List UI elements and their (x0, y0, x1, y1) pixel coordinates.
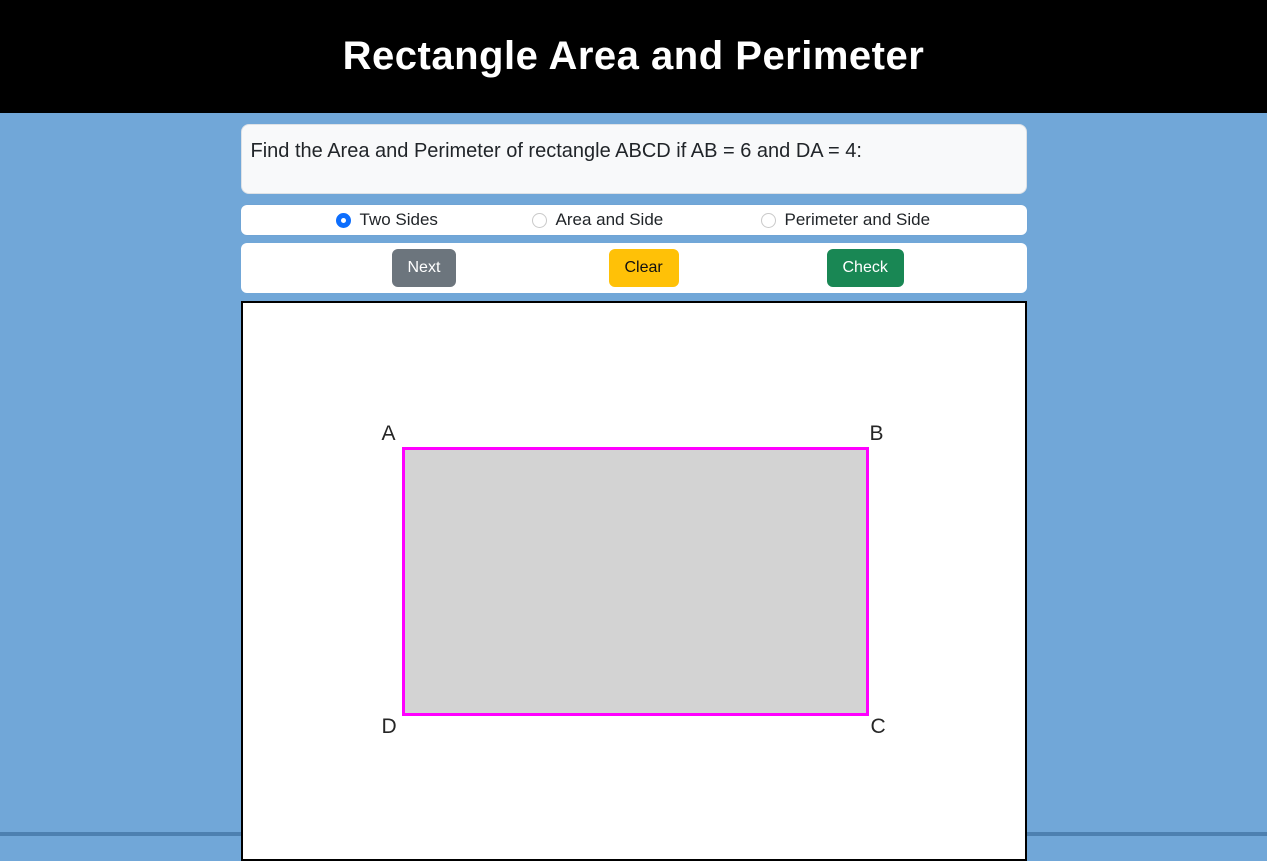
page-title: Rectangle Area and Perimeter (342, 34, 925, 78)
vertex-label-d: D (381, 715, 397, 738)
radio-option-two-sides[interactable] (336, 205, 438, 235)
radio-icon[interactable] (761, 213, 776, 228)
radio-label: Area and Side (555, 210, 664, 229)
vertex-label-b: B (869, 422, 884, 445)
drawing-canvas (241, 301, 1027, 861)
main-column (241, 124, 1027, 861)
radio-icon[interactable] (532, 213, 547, 228)
radio-option-area-and-side[interactable] (532, 205, 664, 235)
radio-icon[interactable] (336, 213, 351, 228)
radio-option-perimeter-and-side[interactable] (761, 205, 931, 235)
question-card (241, 124, 1027, 194)
radio-label: Two Sides (359, 210, 438, 229)
toolbar (241, 243, 1027, 293)
next-button[interactable]: Next (392, 249, 457, 287)
mode-selector (241, 205, 1027, 235)
radio-label: Perimeter and Side (784, 210, 931, 229)
question-text: Find the Area and Perimeter of rectangle ABCD if AB = 6 and DA = 4: (250, 140, 862, 162)
app-header (0, 0, 1267, 113)
check-button[interactable]: Check (827, 249, 904, 287)
vertex-label-c: C (870, 715, 886, 738)
vertex-label-a: A (381, 422, 396, 445)
clear-button[interactable]: Clear (609, 249, 679, 287)
rectangle-shape (402, 447, 869, 716)
